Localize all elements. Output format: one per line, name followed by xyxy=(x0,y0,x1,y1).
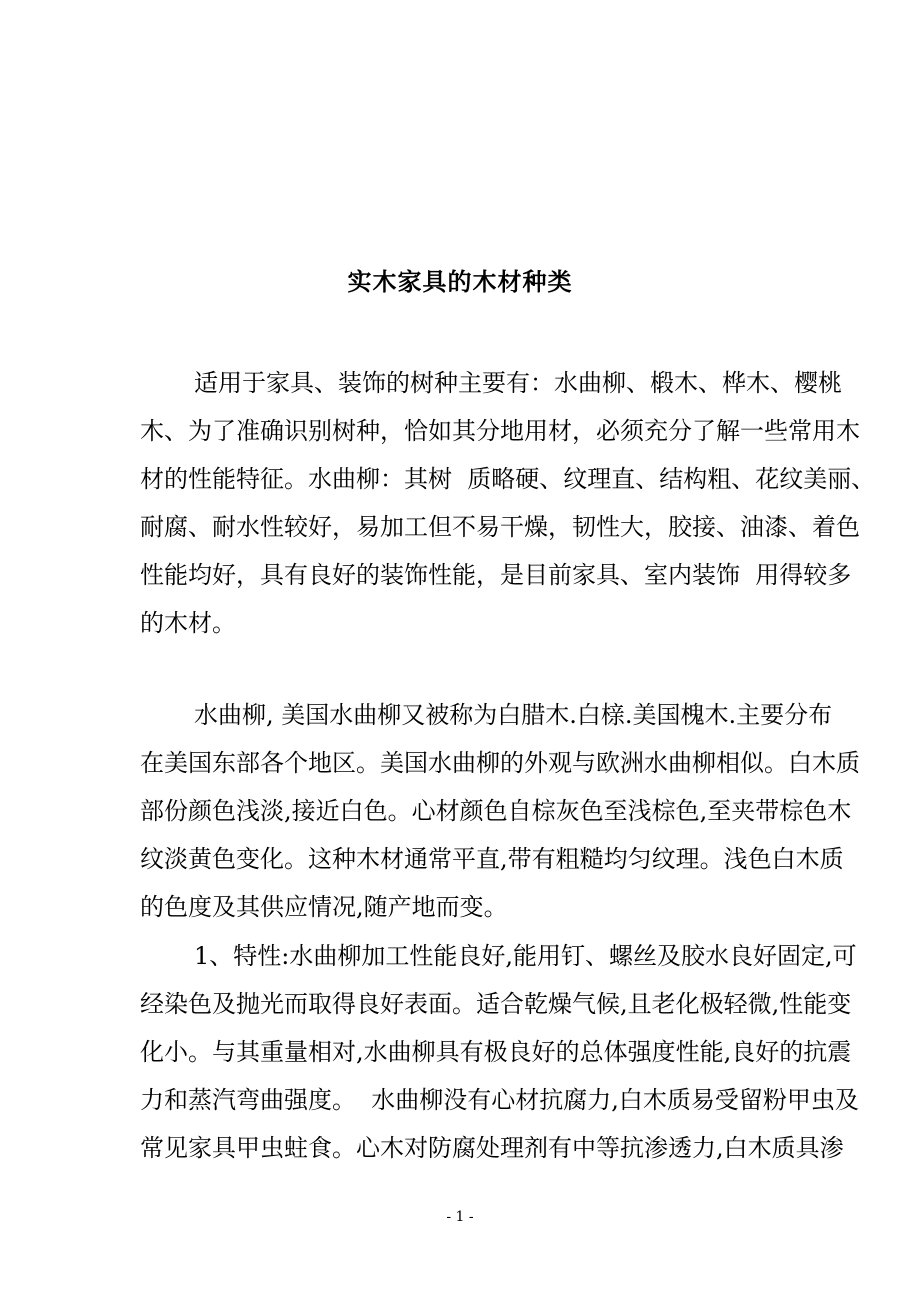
paragraph-line: 木、为了准确识别树种，恰如其分地用材，必须充分了解一些常用木 xyxy=(140,417,860,445)
paragraph-line: 适用于家具、装饰的树种主要有：水曲柳、椴木、桦木、樱桃 xyxy=(194,369,842,397)
paragraph-line: 常见家具甲虫蛀食。心木对防腐处理剂有中等抗渗透力,白木质具渗 xyxy=(140,1134,844,1162)
paragraph-line: 纹淡黄色变化。这种木材通常平直,带有粗糙均匀纹理。浅色白木质 xyxy=(140,845,844,873)
paragraph-line: 材的性能特征。水曲柳：其树 质略硬、纹理直、结构粗、花纹美丽、 xyxy=(140,465,876,493)
paragraph-line: 化小。与其重量相对,水曲柳具有极良好的总体强度性能,良好的抗震 xyxy=(140,1038,852,1066)
paragraph-line: 经染色及抛光而取得良好表面。适合乾燥气候,且老化极轻微,性能变 xyxy=(140,990,852,1018)
paragraph-line: 耐腐、耐水性较好，易加工但不易干燥，韧性大，胶接、油漆、着色 xyxy=(140,513,860,541)
paragraph-line: 水曲柳, 美国水曲柳又被称为白腊木.白榇.美国槐木.主要分布 xyxy=(194,701,833,729)
paragraph-line: 部份颜色浅淡,接近白色。心材颜色自棕灰色至浅棕色,至夹带棕色木 xyxy=(140,797,852,825)
paragraph-line: 的色度及其供应情况,随产地而变。 xyxy=(140,893,508,921)
paragraph-line: 力和蒸汽弯曲强度。 水曲柳没有心材抗腐力,白木质易受留粉甲虫及 xyxy=(140,1086,859,1114)
paragraph-line: 1、特性:水曲柳加工性能良好,能用钉、螺丝及胶水良好固定,可 xyxy=(194,942,857,970)
paragraph-ash-properties xyxy=(140,932,859,1172)
paragraph-line: 的木材。 xyxy=(140,609,236,637)
paragraph-intro xyxy=(140,359,876,647)
paragraph-ash-description xyxy=(140,691,860,931)
paragraph-line: 性能均好，具有良好的装饰性能，是目前家具、室内装饰 用得较多 xyxy=(140,561,852,589)
page-number: - 1 - xyxy=(446,1209,474,1225)
document-title: 实木家具的木材种类 xyxy=(347,267,573,296)
paragraph-line: 在美国东部各个地区。美国水曲柳的外观与欧洲水曲柳相似。白木质 xyxy=(140,749,860,777)
